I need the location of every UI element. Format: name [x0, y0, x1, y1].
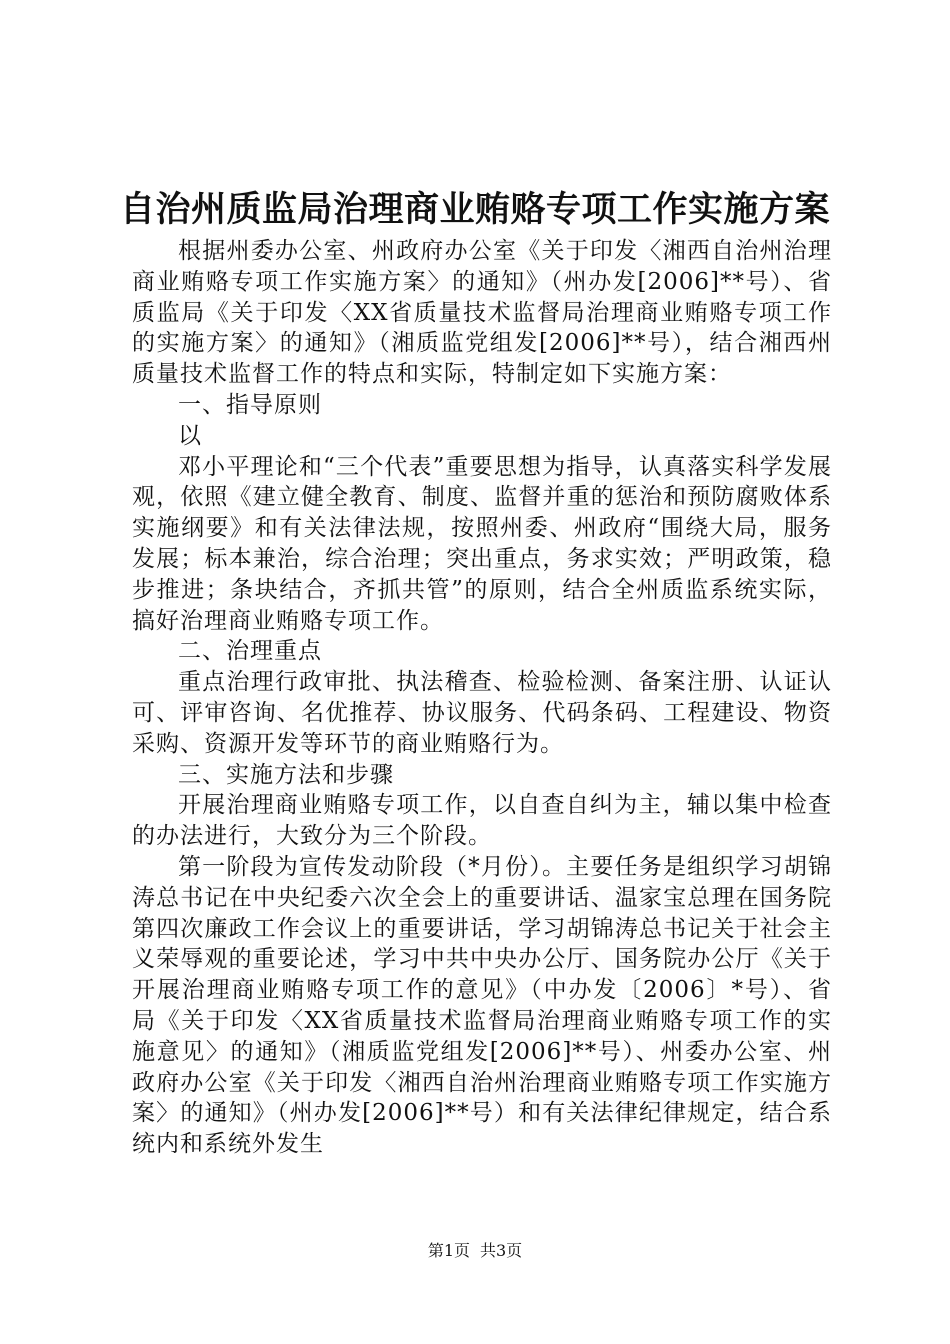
page-total: 共3页: [480, 1241, 523, 1260]
page-footer: [0, 1239, 950, 1263]
document-body: [132, 236, 832, 1160]
document-title: 自治州质监局治理商业贿赂专项工作实施方案: [119, 189, 830, 230]
phase-one-paragraph: 第一阶段为宣传发动阶段（*月份）。主要任务是组织学习胡锦涛总书记在中央纪委六次全会上的重要讲话、温家宝总理在国务院第四次廉政工作会议上的重要讲话，学习胡锦涛总书记关于社会主义荣辱观的重要论述，学习中共中央办公厅、国务院办公厅《关于开展治理商业贿赂专项工作的意见》（中办发〔2006〕*号）、省局《关于印发〈XX省质量技术监督局治理商业贿赂专项工作的实施意见〉的通知》（湘质监党组发[2006]**号）、州委办公室、州政府办公室《关于印发〈湘西自治州治理商业贿赂专项工作实施方案〉的通知》（州办发[2006]**号）和有关法律纪律规定，结合系统内和系统外发生: [132, 853, 832, 1158]
guiding-principle-paragraph: 邓小平理论和“三个代表”重要思想为指导，认真落实科学发展观，依照《建立健全教育、制度、监督并重的惩治和预防腐败体系实施纲要》和有关法律法规，按照州委、州政府“围绕大局，服务发展；标本兼治，综合治理；突出重点，务求实效；严明政策，稳步推进；条块结合，齐抓共管”的原则，结合全州质监系统实际，搞好治理商业贿赂专项工作。: [132, 453, 832, 634]
methods-paragraph: 开展治理商业贿赂专项工作，以自查自纠为主，辅以集中检查的办法进行，大致分为三个阶段。: [132, 792, 832, 850]
paragraph-fragment: 以: [178, 422, 202, 449]
page-number: 第1页: [427, 1241, 470, 1260]
section-heading-key-points: 二、治理重点: [178, 638, 322, 665]
section-heading-guiding-principle: 一、指导原则: [178, 391, 322, 418]
key-points-paragraph: 重点治理行政审批、执法稽查、检验检测、备案注册、认证认可、评审咨询、名优推荐、协议服务、代码条码、工程建设、物资采购、资源开发等环节的商业贿赂行为。: [132, 669, 832, 757]
intro-paragraph: 根据州委办公室、州政府办公室《关于印发〈湘西自治州治理商业贿赂专项工作实施方案〉的通知》（州办发[2006]**号）、省质监局《关于印发〈XX省质量技术监督局治理商业贿赂专项工作的实施方案〉的通知》（湘质监党组发[2006]**号），结合湘西州质量技术监督工作的特点和实际，特制定如下实施方案：: [132, 238, 832, 388]
section-heading-methods: 三、实施方法和步骤: [178, 761, 394, 788]
